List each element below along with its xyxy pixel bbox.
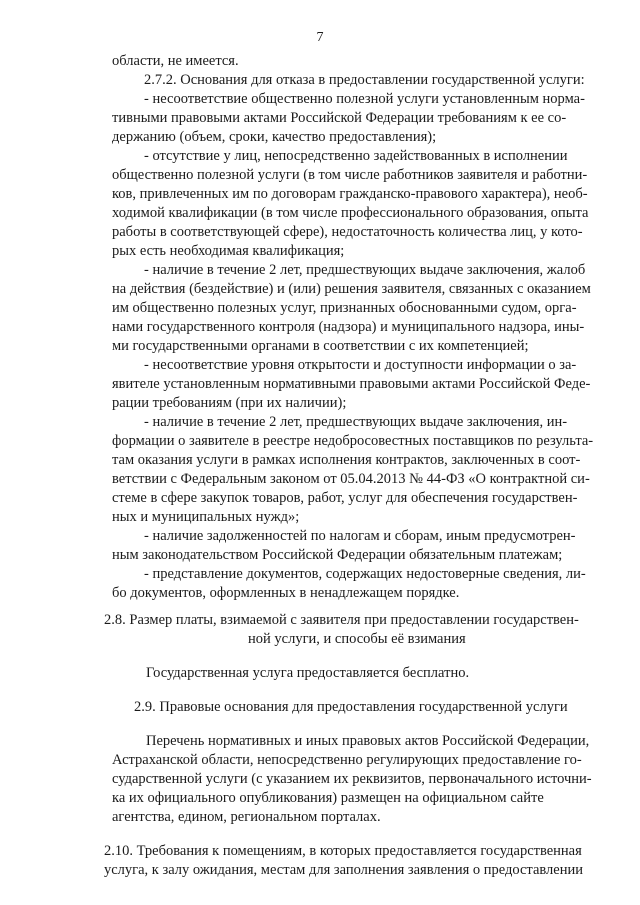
text-line: Перечень нормативных и иных правовых актов Российской Федерации, [146, 733, 590, 749]
page-number: 7 [316, 30, 324, 45]
text-line: - наличие в течение 2 лет, предшествующих выдаче заключения, жалоб [144, 262, 586, 278]
text-line: Астраханской области, непосредственно регулирующих предоставление го- [112, 752, 582, 768]
section-heading: 2.8. Размер платы, взимаемой с заявителя при предоставлении государствен- [104, 612, 579, 628]
text-line: Государственная услуга предоставляется бесплатно. [146, 665, 470, 681]
text-line: агентства, едином, региональном порталах. [112, 809, 381, 825]
section-heading: 2.9. Правовые основания для предоставления государственной услуги [134, 699, 568, 715]
text-line: - наличие задолженностей по налогам и сборам, иным предусмотрен- [144, 528, 576, 544]
text-line: ходимой квалификации (в том числе профессионального образования, опыта [112, 205, 589, 221]
text-line: явителе установленным нормативными правовыми актами Российской Феде- [112, 376, 591, 392]
text-line: сударственной услуги (с указанием их реквизитов, первоначального источни- [112, 771, 592, 787]
text-line: формации о заявителе в реестре недобросовестных поставщиков по результа- [112, 433, 594, 449]
text-line: на действия (бездействие) и (или) решения заявителя, связанных с оказанием [112, 281, 591, 297]
text-line: - наличие в течение 2 лет, предшествующих выдаче заключения, ин- [144, 414, 568, 430]
text-line: области, не имеется. [112, 53, 239, 69]
section-heading: услуга, к залу ожидания, местам для заполнения заявления о предоставлении [104, 862, 583, 878]
text-line: ков, привлеченных им по договорам гражданско-правового характера), необ- [112, 186, 588, 202]
text-line: рации требованиям (при их наличии); [112, 395, 347, 411]
text-line: держанию (объем, сроки, качество предоставления); [112, 129, 437, 145]
text-line: стеме в сфере закупок товаров, работ, услуг для обеспечения государствен- [112, 490, 578, 506]
text-line: - представление документов, содержащих недостоверные сведения, ли- [144, 566, 586, 582]
text-line: общественно полезной услуги (в том числе работников заявителя и работни- [112, 167, 588, 183]
text-line: ветствии с Федеральным законом от 05.04.2013 № 44-ФЗ «О контрактной си- [112, 471, 590, 487]
text-line: ми государственными органами в соответствии с их компетенцией; [112, 338, 529, 354]
text-line: нами государственного контроля (надзора) и муниципального надзора, ины- [112, 319, 585, 335]
section-heading: 2.10. Требования к помещениям, в которых предоставляется государственная [104, 843, 582, 859]
text-line: - отсутствие у лиц, непосредственно задействованных в исполнении [144, 148, 568, 164]
text-line: - несоответствие общественно полезной услуги установленным норма- [144, 91, 585, 107]
text-line: им общественно полезных услуг, признанных обоснованными судом, орга- [112, 300, 577, 316]
text-line: ка их официального опубликования) размещен на официальном сайте [112, 790, 544, 806]
text-line: там оказания услуги в рамках исполнения контрактов, заключенных в соот- [112, 452, 581, 468]
text-line: тивными правовыми актами Российской Федерации требованиям к ее со- [112, 110, 567, 126]
text-line: - несоответствие уровня открытости и доступности информации о за- [144, 357, 577, 373]
text-line: ных и муниципальных нужд»; [112, 509, 300, 525]
section-heading: ной услуги, и способы её взимания [248, 631, 466, 647]
text-line: 2.7.2. Основания для отказа в предоставлении государственной услуги: [144, 72, 585, 88]
text-line: рых есть необходимая квалификация; [112, 243, 345, 259]
text-line: работы в соответствующей сфере), недостаточность количества лиц, у кото- [112, 224, 583, 240]
text-line: бо документов, оформленных в ненадлежащем порядке. [112, 585, 460, 601]
text-line: ным законодательством Российской Федерации обязательным платежам; [112, 547, 563, 563]
